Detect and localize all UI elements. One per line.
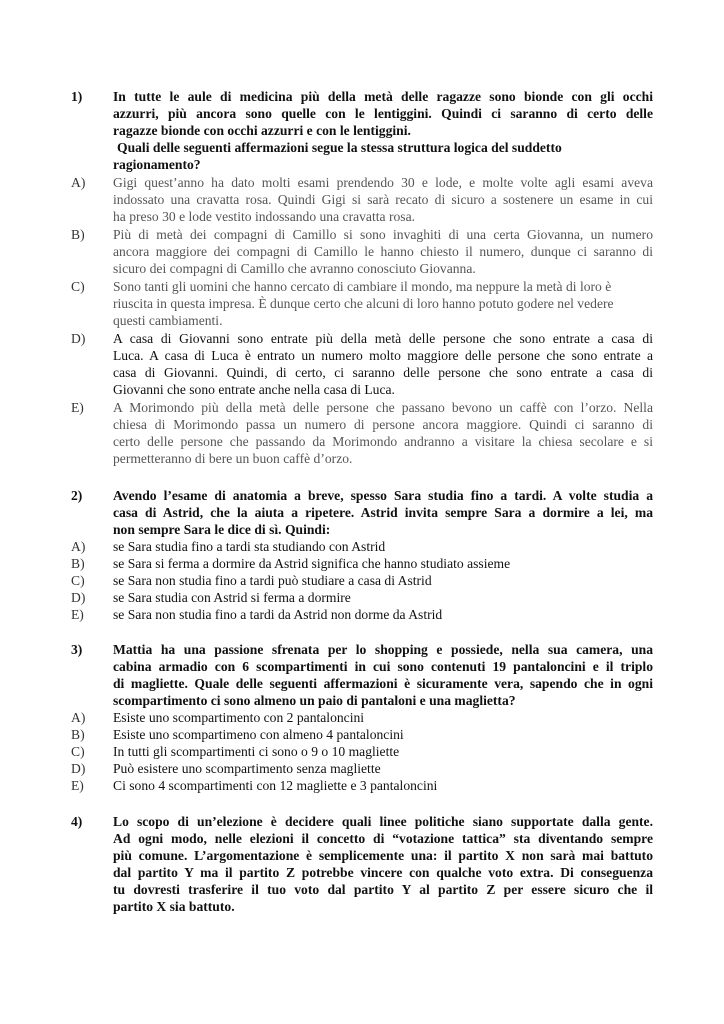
question-1-option-b-line: ancora maggiore dei compagni di Camillo le hanno chiesto il numero, dunque ci saranno di: [113, 244, 653, 259]
question-4-stem-line: partito X sia battuto.: [113, 899, 235, 914]
question-4-stem-line: Ad ogni modo, nelle elezioni il concetto di “votazione tattica” sta diventando sempre: [113, 831, 653, 846]
question-1-option-e-line: chiesa di Morimondo passa un numero di persone ancora maggiore. Quindi ci saranno di: [113, 417, 653, 432]
question-3-option-text: Esiste uno scompartimeno con almeno 4 pantaloncini: [113, 727, 404, 742]
question-2-option-label: B): [71, 556, 85, 571]
question-2-option-text: se Sara studia con Astrid si ferma a dormire: [113, 590, 351, 605]
question-1-prompt-line: ragionamento?: [113, 157, 201, 172]
question-4-number: 4): [71, 814, 83, 829]
question-1-number: 1): [71, 89, 83, 104]
question-2-stem-line: non sempre Sara le dice di sì. Quindi:: [113, 522, 331, 537]
question-1-option-c-line: questi cambiamenti.: [113, 313, 223, 328]
question-3-option-text: Esiste uno scompartimento con 2 pantaloncini: [113, 710, 365, 725]
question-4-stem-line: dal partito Y ma il partito Z potrebbe vincere con qualche voto extra. Di conseguenza: [113, 865, 653, 880]
question-4-stem-line: Lo scopo di un’elezione è decidere quali linee politiche siano supportate dalla gente.: [113, 814, 653, 829]
question-1-option-a-line: Gigi quest’anno ha dato molti esami prendendo 30 e lode, e molte volte agli esami aveva: [113, 175, 653, 190]
question-1-option-label: B): [71, 227, 85, 242]
question-2-number: 2): [71, 488, 83, 503]
question-2-option-text: se Sara non studia fino a tardi da Astrid non dorme da Astrid: [113, 607, 443, 622]
question-1-option-label: D): [71, 331, 86, 346]
question-1-option-label: E): [71, 400, 84, 415]
question-2-option-text: se Sara studia fino a tardi sta studiando con Astrid: [113, 539, 386, 554]
question-2-option-label: D): [71, 590, 86, 605]
question-1-option-a-line: ha preso 30 e lode vestito indossando una cravatta rosa.: [113, 209, 415, 224]
question-1-option-a-line: indossato una cravatta rosa. Quindi Gigi si sarà recato di sicuro a sostenere un esame in cui: [113, 192, 653, 207]
question-3-option-label: C): [71, 744, 85, 759]
question-3-number: 3): [71, 642, 83, 657]
question-1-option-label: C): [71, 279, 85, 294]
question-1-prompt-line: Quali delle seguenti affermazioni segue la stessa struttura logica del suddetto: [117, 140, 562, 155]
question-3-stem-line: cabina armadio con 6 scompartimenti in cui sono contenuti 19 pantaloncini e il triplo: [113, 659, 653, 674]
question-3-stem-line: scompartimento ci sono almeno un paio di pantaloni e una maglietta?: [113, 693, 516, 708]
question-1-option-e-line: permetteranno di bere un buon caffè d’orzo.: [113, 451, 353, 466]
question-2-stem-line: Avendo l’esame di anatomia a breve, spesso Sara studia fino a tardi. A volte studia a: [113, 488, 653, 503]
question-1-stem-line: ragazze bionde con occhi azzurri e con le lentiggini.: [113, 123, 411, 138]
question-3-option-text: Può esistere uno scompartimento senza magliette: [113, 761, 381, 776]
question-1-option-b-line: Più di metà dei compagni di Camillo si sono invaghiti di una certa Giovanna, un numero: [113, 227, 653, 242]
question-3-option-label: D): [71, 761, 86, 776]
question-3-option-text: In tutti gli scompartimenti ci sono o 9 o 10 magliette: [113, 744, 400, 759]
question-1-option-e-line: certo delle persone che passando da Morimondo andranno a visitare la chiesa secolare e si: [113, 434, 653, 449]
question-1-option-d-line: casa di Giovanni. Quindi, di certo, ci saranno delle persone che sono entrate a casa di: [113, 365, 653, 380]
question-3-option-label: A): [71, 710, 86, 725]
question-2-option-label: A): [71, 539, 86, 554]
question-3-option-label: B): [71, 727, 85, 742]
question-1-option-d-line: A casa di Giovanni sono entrate più della metà delle persone che sono entrate a casa di: [113, 331, 653, 346]
question-2-stem-line: casa di Astrid, che la aiuta a ripetere. Astrid invita sempre Sara a dormire a lei, ma: [113, 505, 653, 520]
question-4-stem-line: tu dovresti trasferire il tuo voto dal partito Y al partito Z per essere sicuro che il: [113, 882, 653, 897]
question-1-stem-line: In tutte le aule di medicina più della metà delle ragazze sono bionde con gli occhi: [113, 89, 653, 104]
question-1-stem-line: azzurri, più ancora sono quelle con le lentiggini. Quindi ci saranno di certo delle: [113, 106, 653, 121]
question-1-option-c-line: riuscita in questa impresa. È dunque certo che alcuni di loro hanno potuto godere nel vedere: [113, 296, 614, 311]
question-1-option-label: A): [71, 175, 86, 190]
question-2-option-text: se Sara si ferma a dormire da Astrid significa che hanno studiato assieme: [113, 556, 511, 571]
question-1-option-d-line: Luca. A casa di Luca è entrato un numero molto maggiore delle persone che sono entrate a: [113, 348, 653, 363]
question-3-stem-line: Mattia ha una passione sfrenata per lo shopping e possiede, nella sua camera, una: [113, 642, 653, 657]
question-2-option-text: se Sara non studia fino a tardi può studiare a casa di Astrid: [113, 573, 432, 588]
question-3-option-text: Ci sono 4 scompartimenti con 12 magliette e 3 pantaloncini: [113, 778, 438, 793]
question-3-stem-line: di magliette. Quale delle seguenti affermazioni è sicuramente vera, sapendo che in ogni: [113, 676, 653, 691]
question-4-stem-line: più comune. L’argomentazione è semplicemente una: il partito X non sarà mai battuto: [113, 848, 653, 863]
question-1-option-e-line: A Morimondo più della metà delle persone che passano bevono un caffè con l’orzo. Nella: [113, 400, 653, 415]
question-2-option-label: C): [71, 573, 85, 588]
question-3-option-label: E): [71, 778, 84, 793]
question-1-option-c-line: Sono tanti gli uomini che hanno cercato di cambiare il mondo, ma neppure la metà di loro è: [113, 279, 612, 294]
question-1-option-b-line: sicuro dei compagni di Camillo che avranno conosciuto Giovanna.: [113, 261, 476, 276]
question-1-option-d-line: Giovanni che sono entrate anche nella casa di Luca.: [113, 382, 395, 397]
question-2-option-label: E): [71, 607, 84, 622]
